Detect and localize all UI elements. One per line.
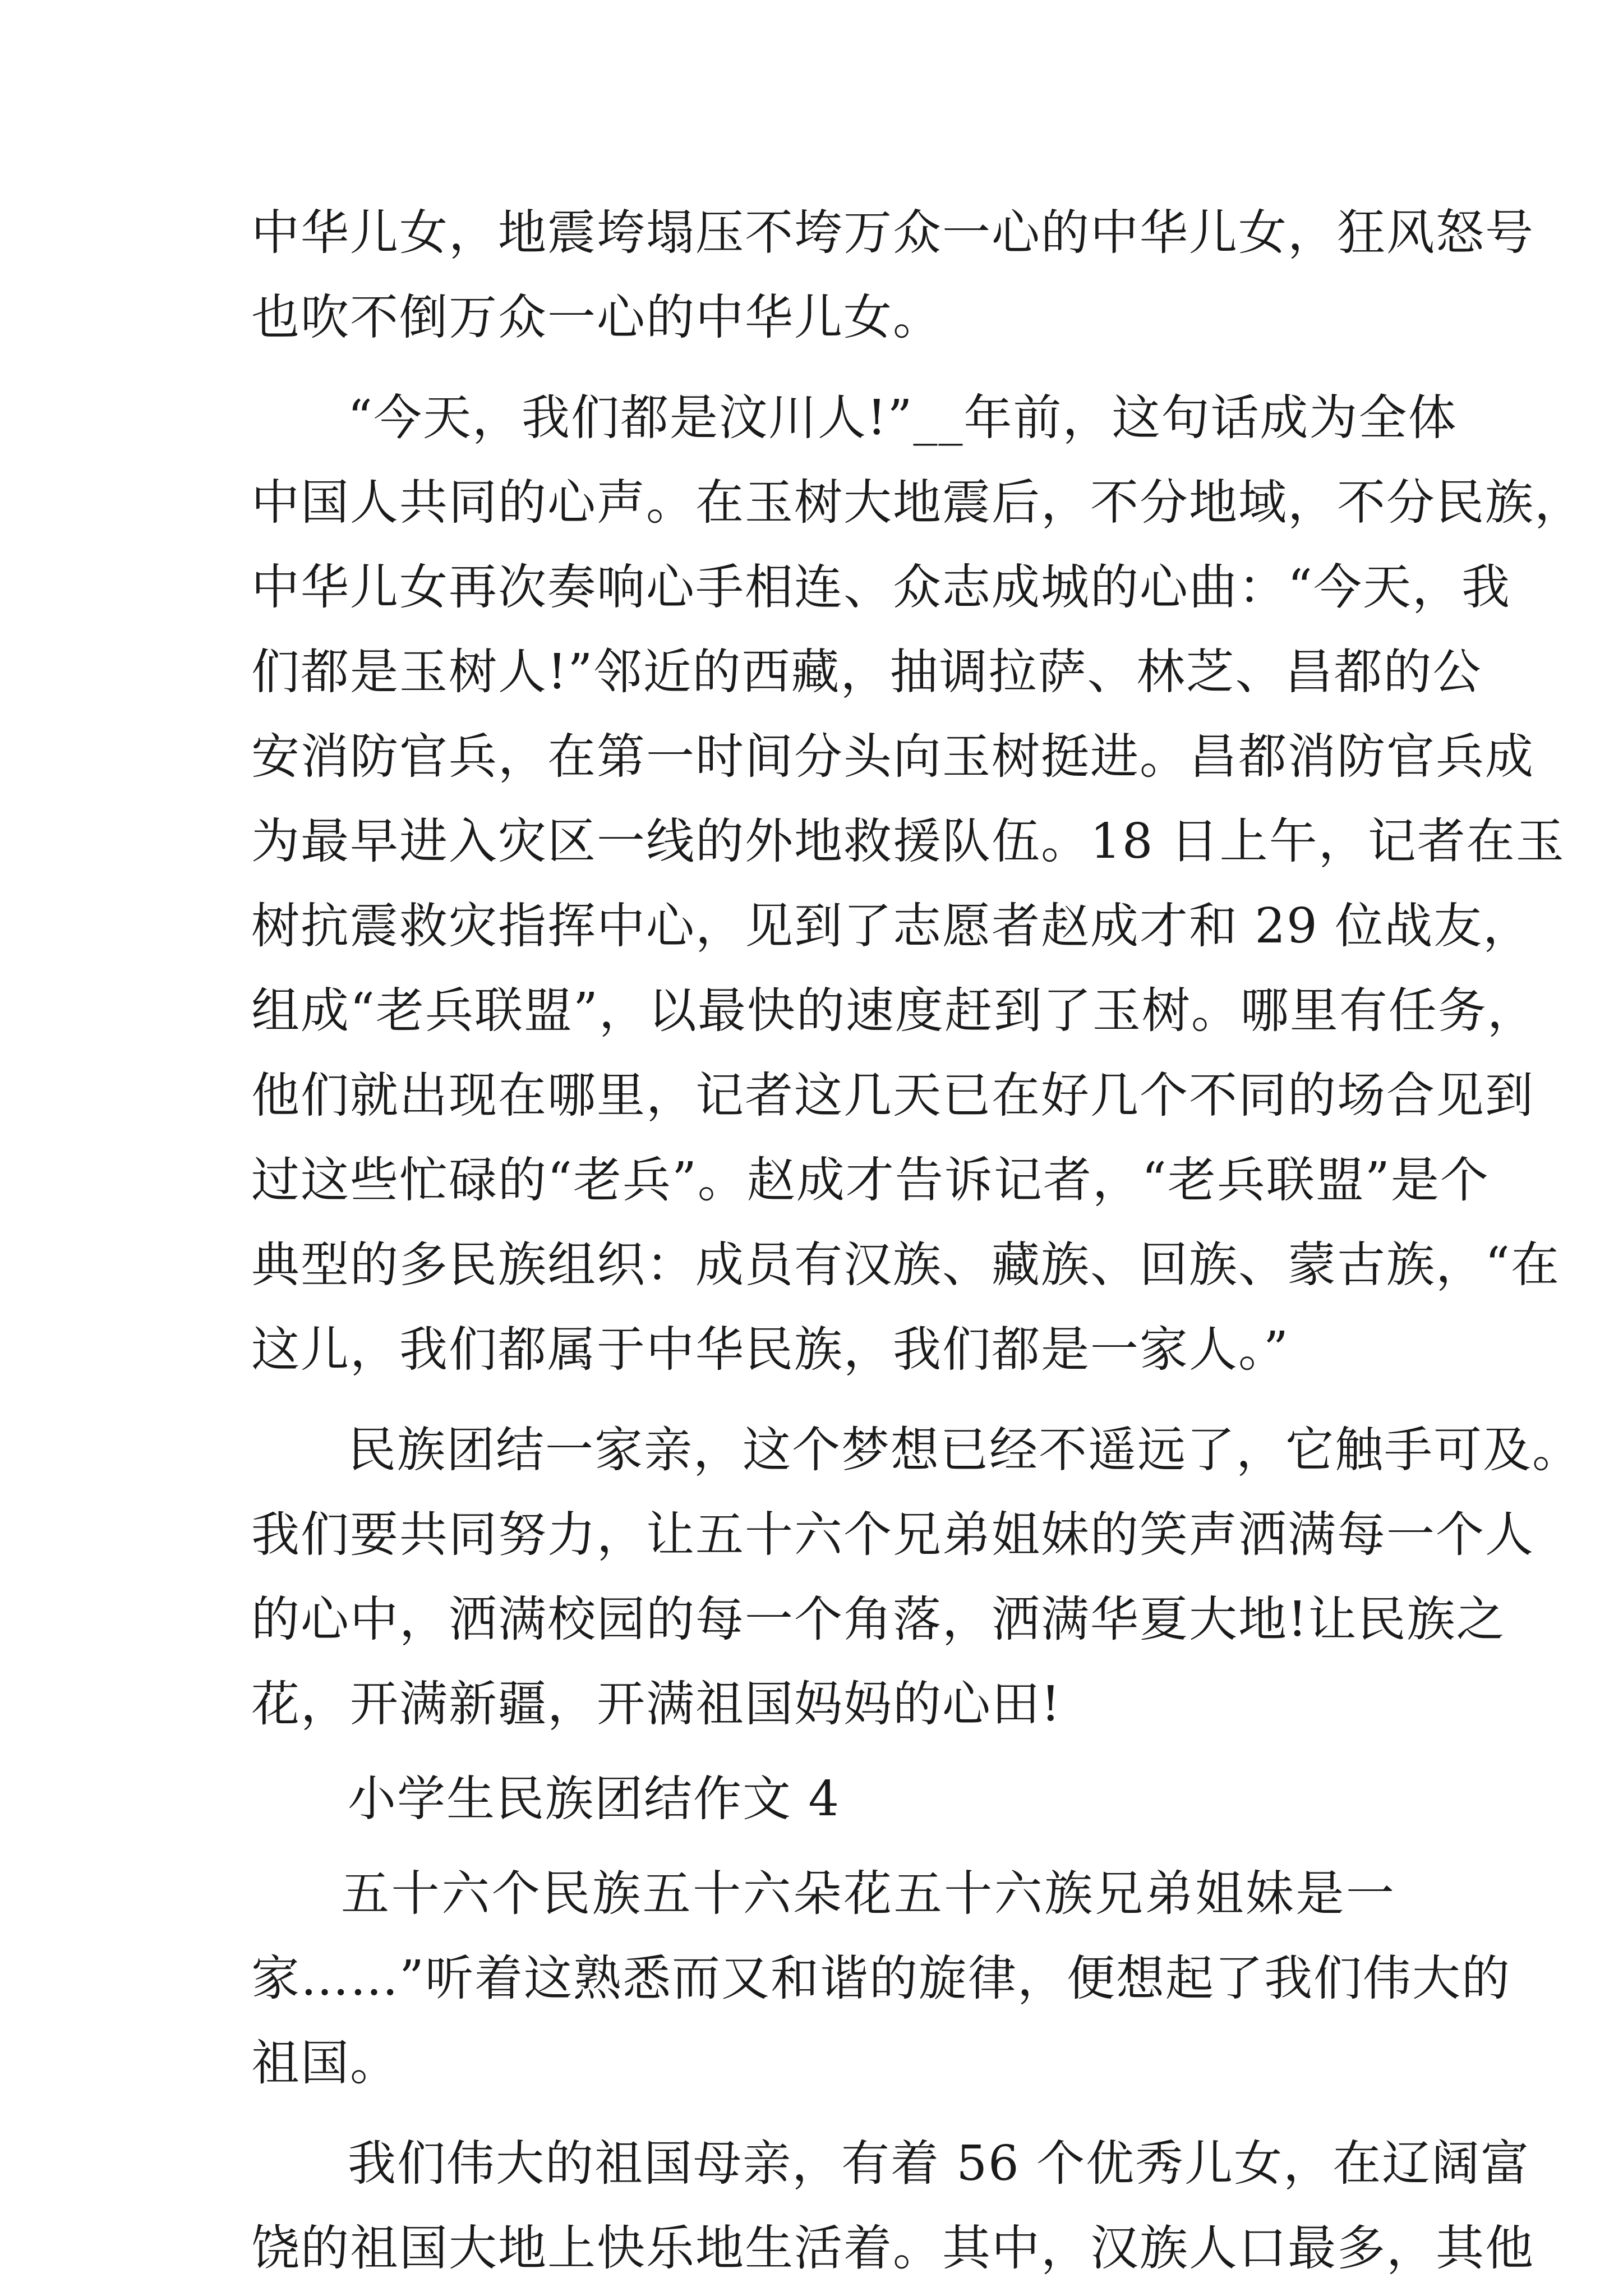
text-line: 也吹不倒万众一心的中华儿女。 <box>251 289 942 346</box>
essay-body <box>251 191 1584 2291</box>
text-line: 树抗震救灾指挥中心，见到了志愿者赵成才和 29 位战友， <box>251 898 1533 954</box>
text-line: 民族团结一家亲，这个梦想已经不遥远了，它触手可及。 <box>348 1422 1581 1478</box>
text-line: 们都是玉树人!”邻近的西藏，抽调拉萨、林芝、昌都的公 <box>251 644 1482 700</box>
text-line: 五十六个民族五十六朵花五十六族兄弟姐妹是一 <box>341 1866 1395 1922</box>
text-line: 饶的祖国大地上快乐地生活着。其中，汉族人口最多，其他 <box>251 2220 1534 2276</box>
text-line: 安消防官兵，在第一时间分头向玉树挺进。昌都消防官兵成 <box>251 729 1534 785</box>
text-line: 中华儿女，地震垮塌压不垮万众一心的中华儿女，狂风怒号 <box>251 205 1534 261</box>
text-line: 我们要共同努力，让五十六个兄弟姐妹的笑声洒满每一个人 <box>251 1507 1534 1563</box>
text-line: 他们就出现在哪里，记者这几天已在好几个不同的场合见到 <box>251 1068 1534 1124</box>
text-line: 花，开满新疆，开满祖国妈妈的心田! <box>251 1676 1062 1732</box>
text-line: 过这些忙碌的“老兵”。赵成才告诉记者，“老兵联盟”是个 <box>251 1152 1490 1208</box>
text-line: 中华儿女再次奏响心手相连、众志成城的心曲：“今天，我 <box>251 559 1511 615</box>
text-line: 为最早进入灾区一线的外地救援队伍。18 日上午，记者在玉 <box>251 813 1565 869</box>
text-line: 这儿，我们都属于中华民族，我们都是一家人。” <box>251 1322 1289 1378</box>
essay-title: 小学生民族团结作文 4 <box>348 1771 841 1827</box>
text-line: 家……”听着这熟悉而又和谐的旋律，便想起了我们伟大的 <box>251 1950 1511 2007</box>
text-line: 的心中，洒满校园的每一个角落，洒满华夏大地!让民族之 <box>251 1591 1506 1648</box>
text-line: 中国人共同的心声。在玉树大地震后，不分地域，不分民族， <box>251 475 1584 531</box>
text-line: “今天，我们都是汶川人!”__年前，这句话成为全体 <box>348 390 1458 446</box>
text-line: 典型的多民族组织：成员有汉族、藏族、回族、蒙古族，“在 <box>251 1237 1560 1293</box>
text-line: 我们伟大的祖国母亲，有着 56 个优秀儿女，在辽阔富 <box>348 2136 1530 2192</box>
text-line: 组成“老兵联盟”，以最快的速度赶到了玉树。哪里有任务， <box>251 983 1537 1039</box>
text-line: 祖国。 <box>251 2035 399 2091</box>
